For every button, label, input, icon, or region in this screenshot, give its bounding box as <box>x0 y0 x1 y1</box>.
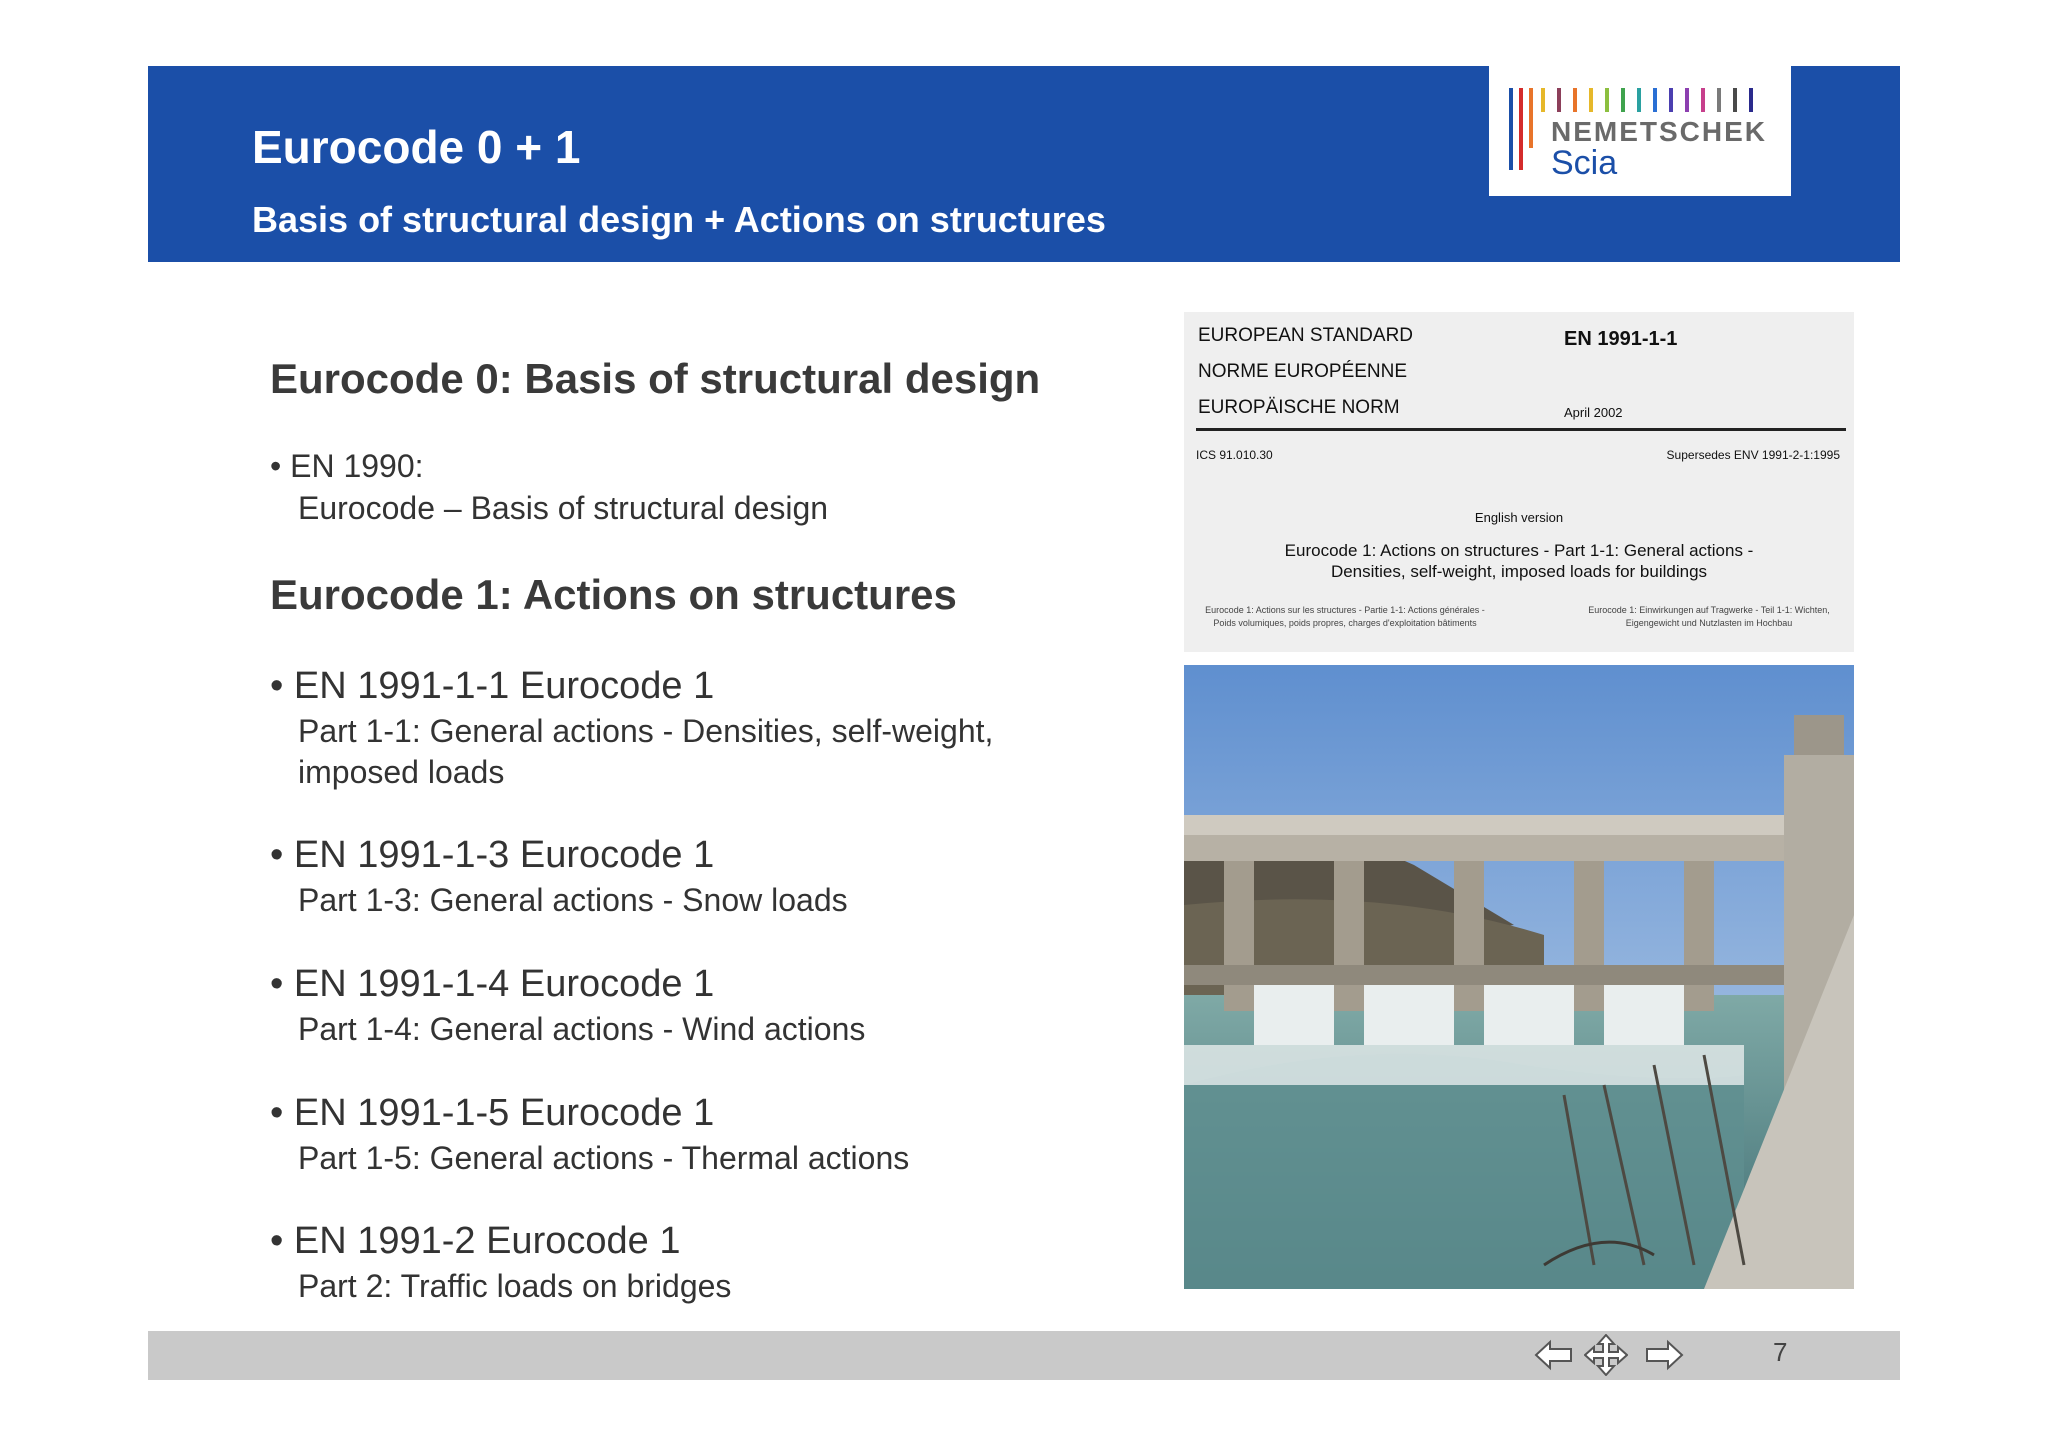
doc-title-german: Eurocode 1: Einwirkungen auf Tragwerke - Teil 1-1: Wichten, Eigengewicht und Nutzlasten im Hochbau <box>1588 605 1830 628</box>
doc-divider <box>1196 428 1846 431</box>
section-heading-eurocode-0: Eurocode 0: Basis of structural design <box>270 355 1041 402</box>
list-item-desc: Part 1-1: General actions - Densities, self-weight, imposed loads <box>298 713 994 790</box>
list-item <box>270 836 1090 921</box>
list-item <box>270 965 1090 1050</box>
list-item-head: • EN 1991-1-3 Eurocode 1 <box>270 834 715 876</box>
nemetschek-scia-logo <box>1489 66 1791 196</box>
arrow-left-icon[interactable] <box>1534 1339 1574 1371</box>
doc-ics: ICS 91.010.30 <box>1196 448 1273 462</box>
doc-name-de: EUROPÄISCHE NORM <box>1198 397 1400 418</box>
move-icon[interactable] <box>1584 1334 1628 1376</box>
list-item-desc: Part 1-3: General actions - Snow loads <box>298 882 848 918</box>
dam-photo <box>1184 665 1854 1289</box>
doc-title-french: Eurocode 1: Actions sur les structures - Partie 1-1: Actions générales - Poids volumiques, poids propres, charges d'exploitation bâtiments <box>1205 605 1485 628</box>
logo-product-name: Scia <box>1551 144 1618 182</box>
logo-company-name: NEMETSCHEK <box>1551 116 1768 147</box>
list-item-desc: Part 1-4: General actions - Wind actions <box>298 1011 866 1047</box>
section-heading-eurocode-1: Eurocode 1: Actions on structures <box>270 571 957 618</box>
list-item-desc: Part 2: Traffic loads on bridges <box>298 1268 732 1304</box>
doc-name-en: EUROPEAN STANDARD <box>1198 325 1414 346</box>
footer-bar <box>148 1331 1900 1380</box>
list-item-head: • EN 1991-1-5 Eurocode 1 <box>270 1092 715 1134</box>
doc-name-fr: NORME EUROPÉENNE <box>1198 361 1408 382</box>
page-number: 7 <box>1773 1337 1788 1367</box>
slide-title: Eurocode 0 + 1 <box>252 121 581 173</box>
list-item <box>270 1222 1090 1307</box>
list-item <box>270 1094 1090 1179</box>
slide-subtitle: Basis of structural design + Actions on structures <box>252 199 1106 240</box>
doc-code: EN 1991-1-1 <box>1564 328 1678 350</box>
doc-title-line-2: Densities, self-weight, imposed loads for buildings <box>1330 562 1708 581</box>
list-item-head: • EN 1991-1-1 Eurocode 1 <box>270 665 715 707</box>
standard-document-cover <box>1184 312 1854 652</box>
header-band <box>148 66 1900 262</box>
doc-supersedes: Supersedes ENV 1991-2-1:1995 <box>1666 448 1840 462</box>
list-item-desc: Part 1-5: General actions - Thermal actions <box>298 1140 910 1176</box>
list-item <box>270 450 1090 529</box>
list-item-head: • EN 1991-2 Eurocode 1 <box>270 1220 681 1262</box>
arrow-right-icon[interactable] <box>1644 1339 1684 1371</box>
doc-date: April 2002 <box>1564 405 1623 420</box>
list-item <box>270 667 1090 793</box>
doc-title <box>1224 540 1814 582</box>
list-item-desc: Eurocode – Basis of structural design <box>298 490 829 526</box>
list-item-head: • EN 1990: <box>270 448 424 484</box>
doc-title-line-1: Eurocode 1: Actions on structures - Part 1-1: General actions - <box>1284 541 1754 560</box>
doc-english-version: English version <box>1474 510 1564 525</box>
list-item-head: • EN 1991-1-4 Eurocode 1 <box>270 963 715 1005</box>
